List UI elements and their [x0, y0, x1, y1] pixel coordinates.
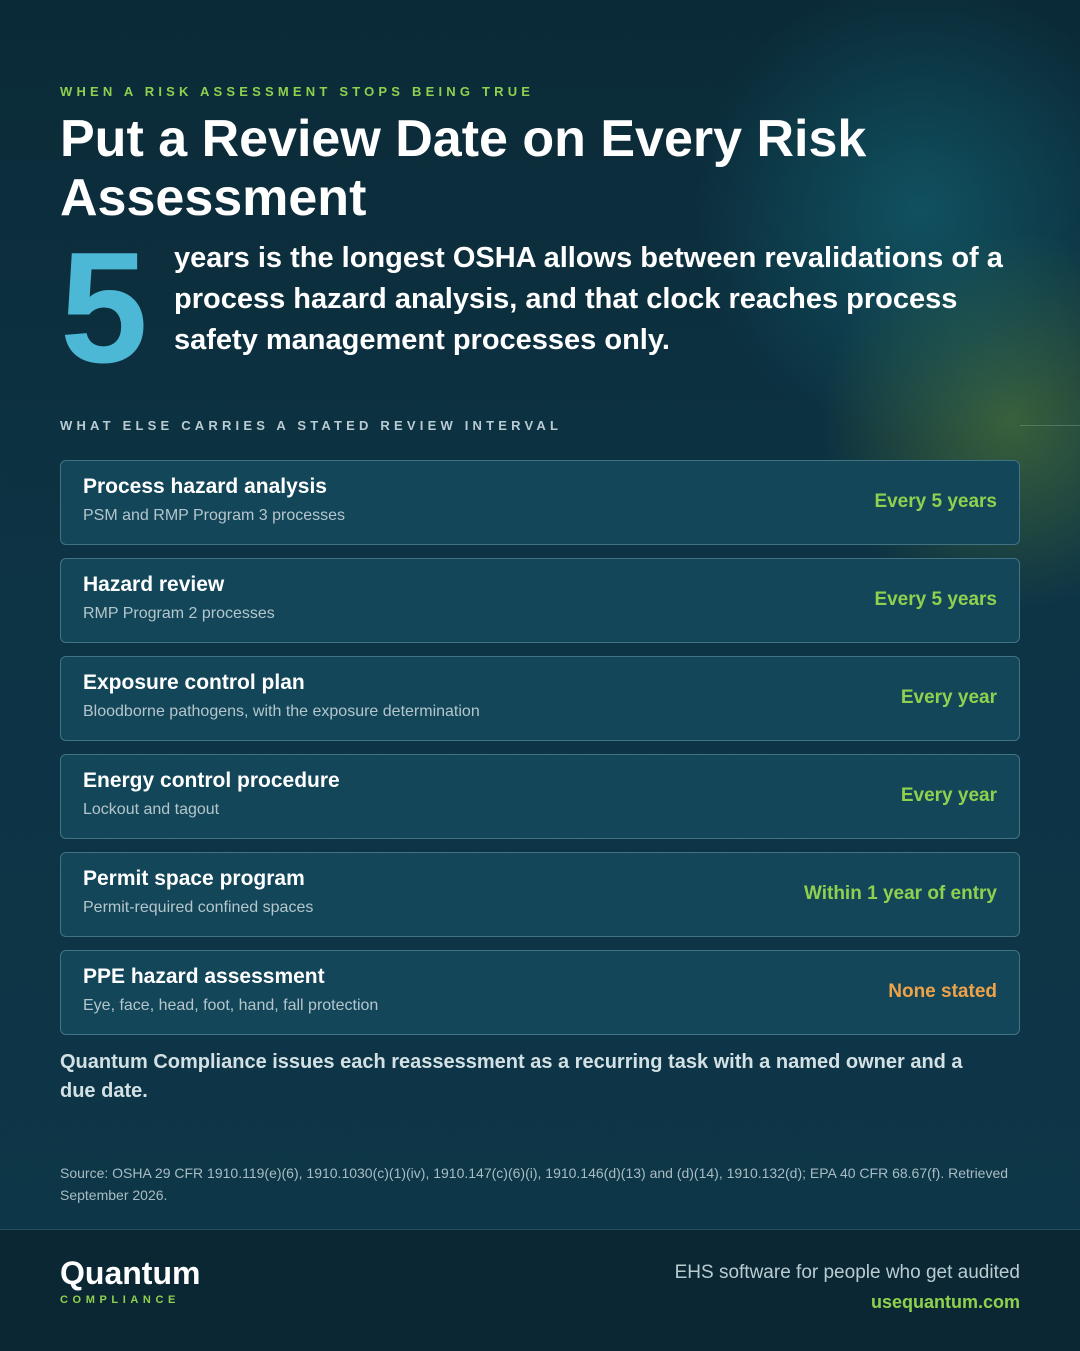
- page-title: Put a Review Date on Every Risk Assessment: [60, 110, 867, 227]
- cta-text: Quantum Compliance issues each reassessment as a recurring task with a named owner and a due date.: [60, 1051, 963, 1102]
- footer: [0, 1229, 1080, 1351]
- item-subtitle: Permit-required confined spaces: [83, 899, 314, 916]
- item-title: Exposure control plan: [83, 671, 305, 694]
- review-interval-list: [60, 460, 1020, 1048]
- section-label: WHAT ELSE CARRIES A STATED REVIEW INTERVAL: [60, 418, 563, 433]
- item-subtitle: Eye, face, head, foot, hand, fall protection: [83, 997, 379, 1014]
- item-subtitle: Bloodborne pathogens, with the exposure determination: [83, 703, 480, 720]
- list-item: [60, 558, 1020, 643]
- list-item: [60, 656, 1020, 741]
- item-title: Energy control procedure: [83, 769, 340, 792]
- item-title: Process hazard analysis: [83, 475, 327, 498]
- list-item: [60, 460, 1020, 545]
- kicker-text: WHEN A RISK ASSESSMENT STOPS BEING TRUE: [60, 84, 535, 99]
- item-interval: Every 5 years: [874, 491, 997, 512]
- stat-description: years is the longest OSHA allows between revalidations of a process hazard analysis, and that clock reaches process safety management processes only.: [174, 242, 1003, 356]
- source-citation: Source: OSHA 29 CFR 1910.119(e)(6), 1910.1030(c)(1)(iv), 1910.147(c)(6)(i), 1910.146(d)(13) and (d)(14), 1910.132(d); EPA 40 CFR 68.67(f). Retrieved September 2026.: [60, 1165, 1009, 1203]
- item-subtitle: RMP Program 2 processes: [83, 605, 275, 622]
- item-title: Permit space program: [83, 867, 305, 890]
- brand-tagline: COMPLIANCE: [60, 1294, 180, 1306]
- list-item: [60, 852, 1020, 937]
- item-title: PPE hazard assessment: [83, 965, 325, 988]
- item-interval: Within 1 year of entry: [803, 883, 997, 904]
- website-link[interactable]: usequantum.com: [870, 1292, 1020, 1312]
- brand-logo: Quantum: [60, 1255, 201, 1291]
- item-interval: Every 5 years: [874, 589, 997, 610]
- item-title: Hazard review: [83, 573, 225, 596]
- item-subtitle: Lockout and tagout: [83, 801, 220, 818]
- item-subtitle: PSM and RMP Program 3 processes: [83, 507, 346, 524]
- list-item: [60, 754, 1020, 839]
- item-interval-none: None stated: [888, 981, 997, 1002]
- decorative-rule: [1020, 425, 1080, 426]
- item-interval: Every year: [900, 785, 997, 806]
- stat-number: 5: [60, 220, 148, 396]
- list-item: [60, 950, 1020, 1035]
- footer-tagline: EHS software for people who get audited: [674, 1262, 1020, 1283]
- item-interval: Every year: [900, 687, 997, 708]
